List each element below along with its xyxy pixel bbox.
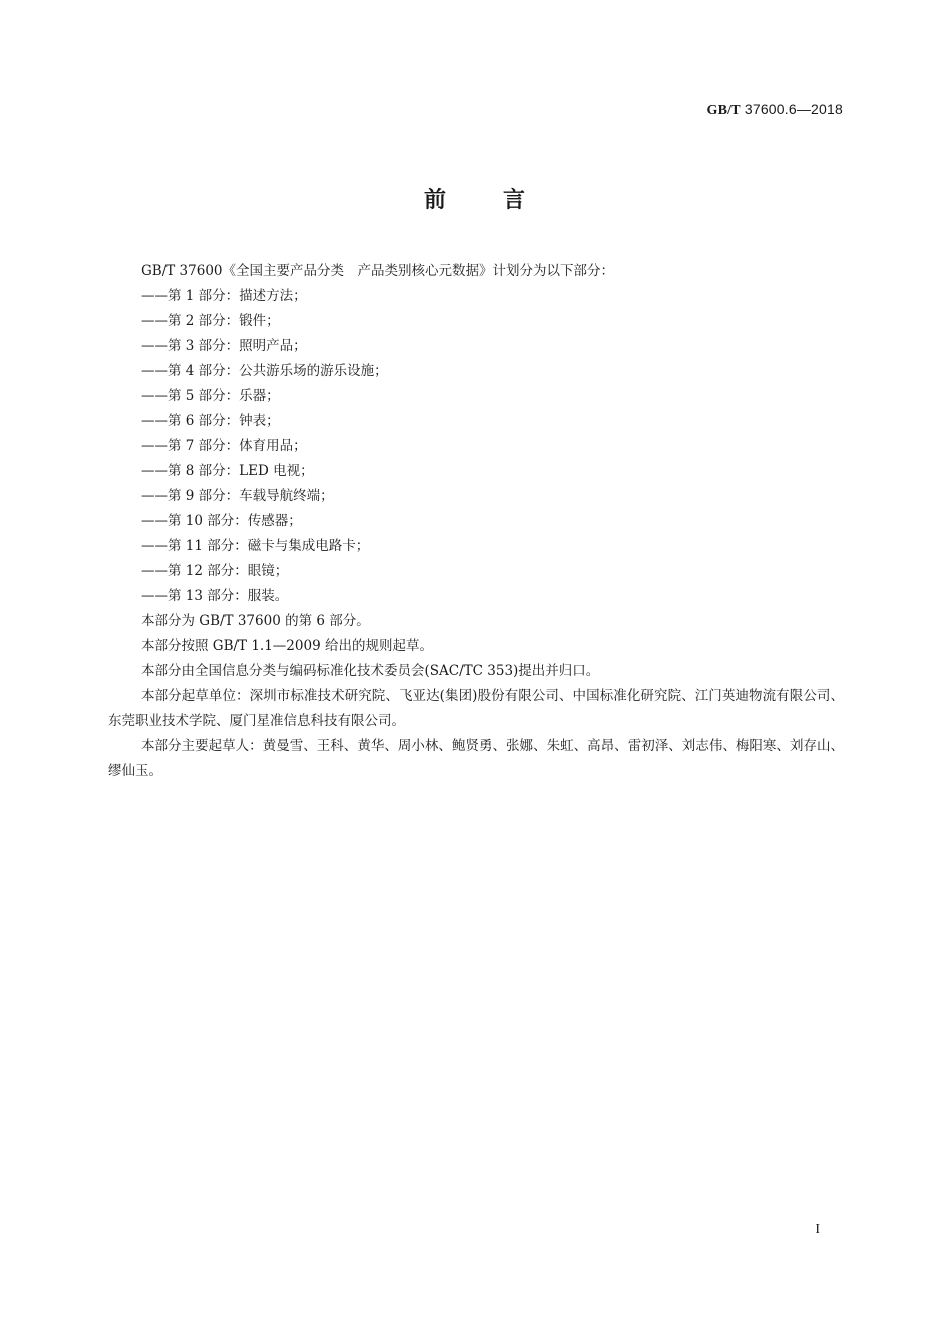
- page-title: [0, 183, 950, 214]
- page-number: I: [815, 1222, 820, 1237]
- list-item: ——第 12 部分：眼镜；: [141, 563, 289, 579]
- list-item: ——第 6 部分：钟表；: [141, 413, 280, 429]
- drafters-paragraph: 本部分主要起草人：黄曼雪、王科、黄华、周小林、鲍贤勇、张娜、朱虹、高昂、雷初泽、刘志伟、梅阳寒、刘存山、缪仙玉。: [108, 738, 844, 779]
- proposed-by-paragraph: 本部分由全国信息分类与编码标准化技术委员会(SAC/TC 353)提出并归口。: [141, 663, 600, 679]
- title-char-1: 前: [423, 188, 447, 213]
- standard-code: 37600.6—2018: [744, 101, 843, 117]
- list-item: ——第 4 部分：公共游乐场的游乐设施；: [141, 363, 388, 379]
- parts-list: [108, 284, 844, 609]
- drafting-units-paragraph: 本部分起草单位：深圳市标准技术研究院、飞亚达(集团)股份有限公司、中国标准化研究院、江门英迪物流有限公司、东莞职业技术学院、厦门星准信息科技有限公司。: [108, 688, 844, 729]
- document-header: [706, 101, 843, 119]
- foreword-body: [108, 259, 844, 784]
- drafting-rules-paragraph: 本部分按照 GB/T 1.1—2009 给出的规则起草。: [141, 638, 433, 654]
- list-item: ——第 2 部分：锻件；: [141, 313, 280, 329]
- list-item: ——第 3 部分：照明产品；: [141, 338, 307, 354]
- scope-paragraph: 本部分为 GB/T 37600 的第 6 部分。: [141, 613, 370, 629]
- list-item: ——第 11 部分：磁卡与集成电路卡；: [141, 538, 370, 554]
- title-char-2: 言: [503, 188, 527, 213]
- list-item: ——第 5 部分：乐器；: [141, 388, 280, 404]
- list-item: ——第 8 部分：LED 电视；: [141, 463, 314, 479]
- list-item: ——第 9 部分：车载导航终端；: [141, 488, 334, 504]
- list-item: ——第 1 部分：描述方法；: [141, 288, 307, 304]
- standard-code-prefix: GB/T: [706, 103, 741, 118]
- list-item: ——第 10 部分：传感器；: [141, 513, 302, 529]
- intro-paragraph: GB/T 37600《全国主要产品分类 产品类别核心元数据》计划分为以下部分：: [141, 263, 614, 279]
- list-item: ——第 13 部分：服装。: [141, 588, 289, 604]
- list-item: ——第 7 部分：体育用品；: [141, 438, 307, 454]
